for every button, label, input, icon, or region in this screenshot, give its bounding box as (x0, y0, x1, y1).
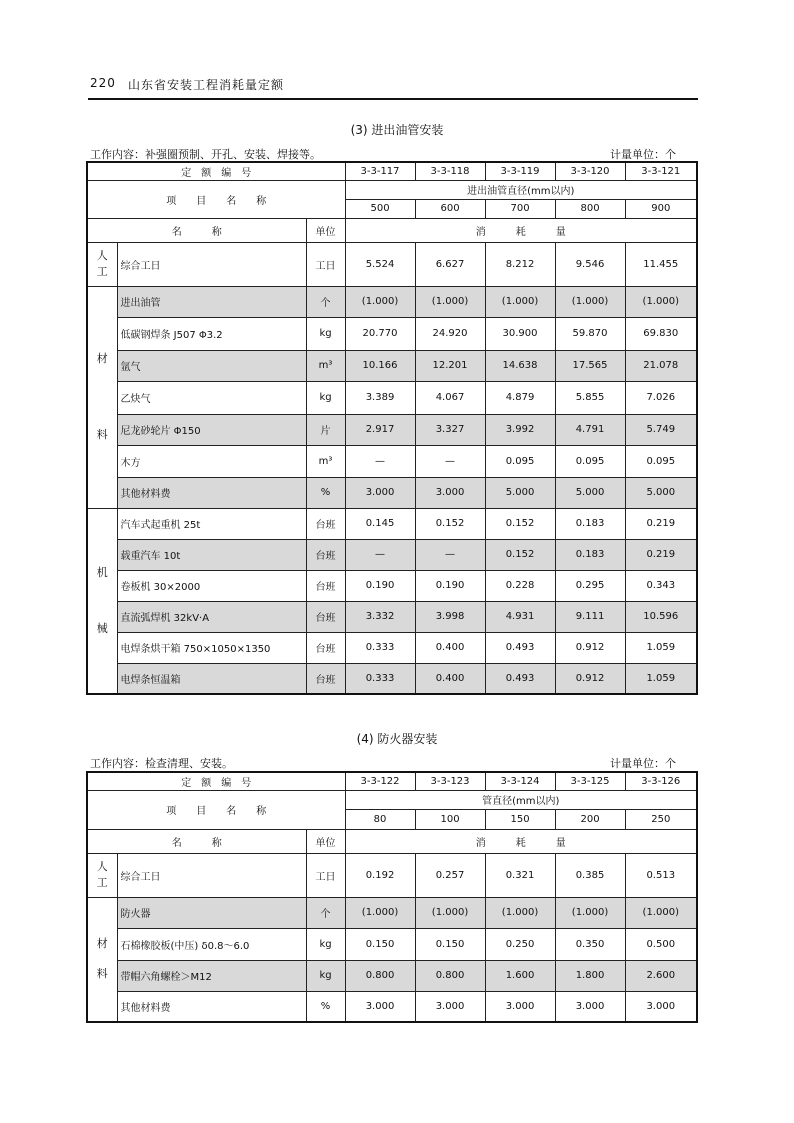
row-value: 0.219 (625, 539, 697, 570)
row-value: 17.565 (555, 350, 625, 381)
row-value: 0.150 (345, 928, 415, 960)
row-value: (1.000) (555, 286, 625, 317)
code-cell: 3-3-120 (555, 162, 625, 180)
section-2-work-content: 工作内容：检查清理、安装。 (90, 757, 233, 770)
row-value: 1.059 (625, 663, 697, 694)
row-value: 5.000 (625, 477, 697, 508)
category-machine-char-2: 械 (96, 621, 108, 635)
row-value: 3.000 (345, 477, 415, 508)
code-label: 定 额 编 号 (87, 772, 345, 790)
row-value: 3.000 (625, 991, 697, 1022)
row-name: 综合工日 (117, 242, 306, 286)
code-label: 定 额 编 号 (87, 162, 345, 180)
row-value: 0.493 (485, 632, 555, 663)
row-value: 3.000 (485, 991, 555, 1022)
row-value: 4.791 (555, 414, 625, 445)
row-value: 0.150 (415, 928, 485, 960)
row-value: 0.095 (485, 445, 555, 477)
row-value: 4.067 (415, 381, 485, 414)
row-value: (1.000) (625, 897, 697, 928)
row-unit: 片 (306, 414, 345, 445)
row-value: 0.145 (345, 508, 415, 539)
row-value: 0.513 (625, 853, 697, 897)
row-value: (1.000) (415, 286, 485, 317)
row-value: 0.400 (415, 632, 485, 663)
row-value: 0.333 (345, 663, 415, 694)
row-value: 3.998 (415, 601, 485, 632)
category-machine (87, 508, 117, 694)
row-value: 0.800 (415, 960, 485, 991)
row-name: 综合工日 (117, 853, 306, 897)
param-cell: 80 (345, 809, 415, 829)
row-value: 9.546 (555, 242, 625, 286)
code-cell: 3-3-119 (485, 162, 555, 180)
row-value: 0.295 (555, 570, 625, 601)
code-cell: 3-3-118 (415, 162, 485, 180)
row-name: 氩气 (117, 350, 306, 381)
param-label: 进出油管直径(mm以内) (345, 180, 697, 199)
param-cell: 800 (555, 199, 625, 218)
row-value: 5.749 (625, 414, 697, 445)
row-unit: 台班 (306, 632, 345, 663)
row-value: 0.343 (625, 570, 697, 601)
row-value: 8.212 (485, 242, 555, 286)
row-value: 11.455 (625, 242, 697, 286)
row-value: 0.500 (625, 928, 697, 960)
row-unit: 个 (306, 897, 345, 928)
row-unit: % (306, 477, 345, 508)
category-material (87, 897, 117, 1022)
row-name: 乙炔气 (117, 381, 306, 414)
row-value: 1.600 (485, 960, 555, 991)
row-value: 0.350 (555, 928, 625, 960)
row-value: 21.078 (625, 350, 697, 381)
param-cell: 200 (555, 809, 625, 829)
code-cell: 3-3-124 (485, 772, 555, 790)
row-name: 直流弧焊机 32kV·A (117, 601, 306, 632)
row-unit: 个 (306, 286, 345, 317)
row-value: (1.000) (625, 286, 697, 317)
row-value: 3.992 (485, 414, 555, 445)
row-value: 14.638 (485, 350, 555, 381)
row-value: 0.257 (415, 853, 485, 897)
row-value: 59.870 (555, 317, 625, 350)
category-material-char-2: 料 (96, 428, 108, 441)
row-value: 3.000 (345, 991, 415, 1022)
row-value: 6.627 (415, 242, 485, 286)
param-cell: 250 (625, 809, 697, 829)
row-name: 带帽六角螺栓＞M12 (117, 960, 306, 991)
row-unit: 台班 (306, 663, 345, 694)
row-value: 0.152 (485, 539, 555, 570)
row-value: 0.333 (345, 632, 415, 663)
row-value: 4.931 (485, 601, 555, 632)
row-value: 0.228 (485, 570, 555, 601)
row-value: 3.332 (345, 601, 415, 632)
row-value: 20.770 (345, 317, 415, 350)
row-value: 0.192 (345, 853, 415, 897)
row-value: 0.152 (415, 508, 485, 539)
row-unit: m³ (306, 445, 345, 477)
unit-label: 单位 (306, 829, 345, 853)
row-value: (1.000) (485, 286, 555, 317)
category-material-char-1: 材 (96, 937, 108, 951)
row-value: 0.493 (485, 663, 555, 694)
row-value: 69.830 (625, 317, 697, 350)
row-value: 9.111 (555, 601, 625, 632)
section-2-title: (4) 防火器安装 (356, 732, 438, 746)
row-value: 5.524 (345, 242, 415, 286)
param-label: 管直径(mm以内) (345, 790, 697, 809)
row-name: 石棉橡胶板(中压) δ0.8～6.0 (117, 928, 306, 960)
page-header (88, 74, 698, 100)
row-value: 3.389 (345, 381, 415, 414)
item-label: 项 目 名 称 (87, 790, 345, 829)
row-value: 3.000 (415, 991, 485, 1022)
row-value: — (345, 539, 415, 570)
row-value: (1.000) (415, 897, 485, 928)
item-label: 项 目 名 称 (87, 180, 345, 218)
row-value: 0.400 (415, 663, 485, 694)
book-title: 山东省安装工程消耗量定额 (128, 78, 285, 92)
row-value: 0.321 (485, 853, 555, 897)
row-value: 10.596 (625, 601, 697, 632)
row-unit: 台班 (306, 570, 345, 601)
row-value: 0.800 (345, 960, 415, 991)
row-name: 汽车式起重机 25t (117, 508, 306, 539)
row-value: 2.600 (625, 960, 697, 991)
row-value: (1.000) (485, 897, 555, 928)
row-value: (1.000) (345, 286, 415, 317)
category-machine-char-1: 机 (96, 565, 108, 579)
row-value: 12.201 (415, 350, 485, 381)
name-label: 名 称 (87, 829, 306, 853)
row-unit: kg (306, 381, 345, 414)
row-unit: kg (306, 317, 345, 350)
param-cell: 600 (415, 199, 485, 218)
row-value: 3.327 (415, 414, 485, 445)
row-value: 5.000 (485, 477, 555, 508)
param-cell: 150 (485, 809, 555, 829)
code-cell: 3-3-122 (345, 772, 415, 790)
consume-label: 消 耗 量 (345, 218, 697, 242)
row-unit: 工日 (306, 242, 345, 286)
row-unit: m³ (306, 350, 345, 381)
row-name: 低碳钢焊条 J507 Φ3.2 (117, 317, 306, 350)
code-cell: 3-3-125 (555, 772, 625, 790)
row-name: 卷板机 30×2000 (117, 570, 306, 601)
row-value: — (415, 539, 485, 570)
category-material-char-2: 料 (96, 967, 108, 981)
consume-label: 消 耗 量 (345, 829, 697, 853)
row-name: 防火器 (117, 897, 306, 928)
row-unit: kg (306, 960, 345, 991)
row-value: 0.250 (485, 928, 555, 960)
section-1-unit: 计量单位：个 (610, 148, 676, 161)
category-material (87, 286, 117, 508)
row-value: 1.059 (625, 632, 697, 663)
row-value: (1.000) (555, 897, 625, 928)
row-unit: 台班 (306, 508, 345, 539)
category-labor: 人工 (87, 853, 117, 897)
row-value: 0.219 (625, 508, 697, 539)
page-number: 220 (90, 76, 116, 90)
row-value: 0.190 (415, 570, 485, 601)
row-value: 0.183 (555, 539, 625, 570)
row-name: 其他材料费 (117, 991, 306, 1022)
row-value: — (345, 445, 415, 477)
row-unit: 台班 (306, 539, 345, 570)
code-cell: 3-3-121 (625, 162, 697, 180)
row-name: 载重汽车 10t (117, 539, 306, 570)
row-value: 1.800 (555, 960, 625, 991)
param-cell: 500 (345, 199, 415, 218)
row-value: 0.095 (555, 445, 625, 477)
row-value: 0.385 (555, 853, 625, 897)
row-value: 24.920 (415, 317, 485, 350)
row-value: 0.912 (555, 663, 625, 694)
param-cell: 100 (415, 809, 485, 829)
category-labor: 人工 (87, 242, 117, 286)
category-material-char-1: 材 (96, 352, 108, 365)
row-name: 尼龙砂轮片 Φ150 (117, 414, 306, 445)
section-2-table (86, 771, 698, 1023)
row-unit: kg (306, 928, 345, 960)
code-cell: 3-3-126 (625, 772, 697, 790)
row-value: 30.900 (485, 317, 555, 350)
name-label: 名 称 (87, 218, 306, 242)
row-value: 0.183 (555, 508, 625, 539)
row-value: 5.855 (555, 381, 625, 414)
row-name: 其他材料费 (117, 477, 306, 508)
row-value: 5.000 (555, 477, 625, 508)
param-cell: 900 (625, 199, 697, 218)
row-unit: 工日 (306, 853, 345, 897)
section-1-work-content: 工作内容：补强圈预制、开孔、安装、焊接等。 (90, 148, 321, 161)
row-value: 3.000 (415, 477, 485, 508)
code-cell: 3-3-123 (415, 772, 485, 790)
row-value: 7.026 (625, 381, 697, 414)
row-value: 0.912 (555, 632, 625, 663)
code-cell: 3-3-117 (345, 162, 415, 180)
section-2-unit: 计量单位：个 (610, 757, 676, 770)
param-cell: 700 (485, 199, 555, 218)
row-value: 10.166 (345, 350, 415, 381)
row-name: 电焊条烘干箱 750×1050×1350 (117, 632, 306, 663)
unit-label: 单位 (306, 218, 345, 242)
row-value: — (415, 445, 485, 477)
row-value: 2.917 (345, 414, 415, 445)
row-value: 0.095 (625, 445, 697, 477)
row-name: 电焊条恒温箱 (117, 663, 306, 694)
row-name: 进出油管 (117, 286, 306, 317)
row-value: 3.000 (555, 991, 625, 1022)
row-name: 木方 (117, 445, 306, 477)
section-1-title: (3) 进出油管安装 (350, 123, 444, 137)
section-1-table (86, 161, 698, 695)
row-value: 0.190 (345, 570, 415, 601)
row-value: 4.879 (485, 381, 555, 414)
row-unit: 台班 (306, 601, 345, 632)
row-value: 0.152 (485, 508, 555, 539)
row-value: (1.000) (345, 897, 415, 928)
row-unit: % (306, 991, 345, 1022)
